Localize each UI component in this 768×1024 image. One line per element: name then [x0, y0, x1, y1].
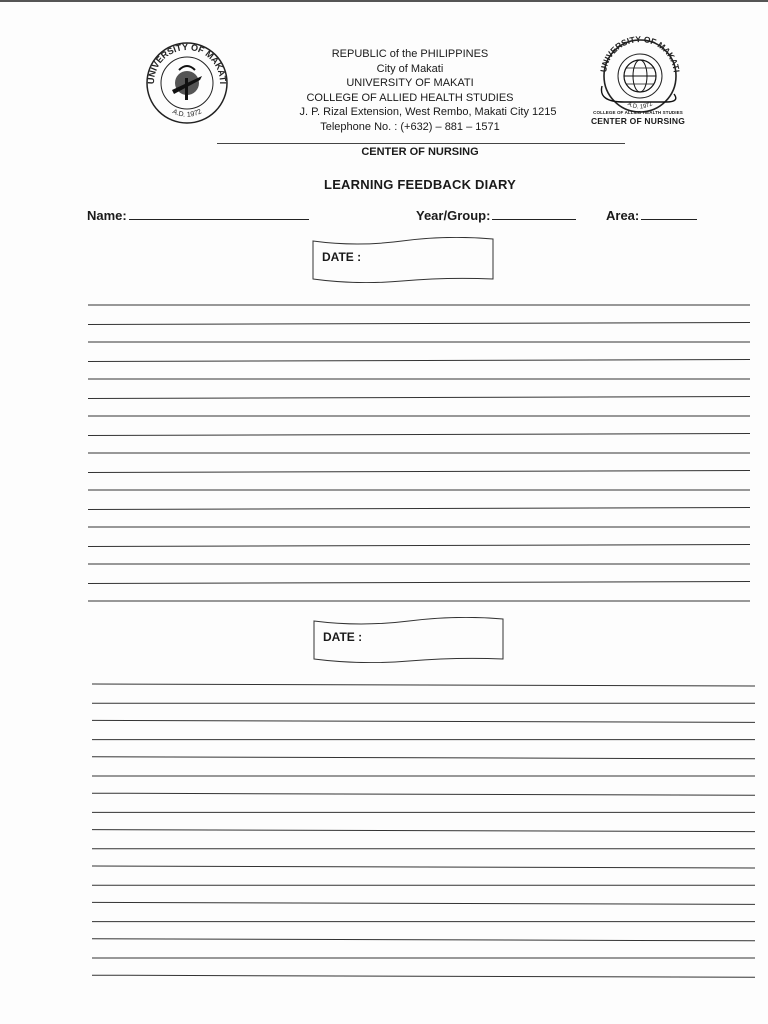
svg-text:UNIVERSITY OF MAKATI: UNIVERSITY OF MAKATI: [145, 41, 229, 85]
writing-line[interactable]: [92, 757, 755, 759]
writing-line[interactable]: [88, 360, 750, 362]
writing-line[interactable]: [92, 830, 755, 832]
writing-line[interactable]: [92, 684, 755, 686]
svg-text:UNIVERSITY OF MAKATI: UNIVERSITY OF MAKATI: [598, 36, 682, 74]
header-college: COLLEGE OF ALLIED HEALTH STUDIES: [306, 91, 514, 104]
writing-line[interactable]: [92, 939, 755, 941]
date-label-1: DATE :: [322, 250, 362, 264]
writing-line[interactable]: [88, 582, 750, 584]
area-label: Area:: [606, 208, 640, 223]
writing-line[interactable]: [88, 323, 750, 325]
header-university: UNIVERSITY OF MAKATI: [346, 77, 474, 90]
writing-line[interactable]: [88, 397, 750, 399]
header-address: J. P. Rizal Extension, West Rembo, Makati City 1215: [299, 106, 557, 119]
form-title: LEARNING FEEDBACK DIARY: [324, 177, 516, 192]
writing-line[interactable]: [92, 975, 755, 977]
header-telephone: Telephone No. : (+632) – 881 – 1571: [320, 120, 500, 133]
writing-line[interactable]: [92, 720, 755, 722]
center-of-nursing-title: CENTER OF NURSING: [361, 146, 479, 158]
date-label-2: DATE :: [323, 630, 363, 644]
writing-line[interactable]: [92, 866, 755, 868]
logo-caption-college: COLLEGE OF ALLIED HEALTH STUDIES: [593, 110, 683, 115]
writing-line[interactable]: [88, 471, 750, 473]
writing-line[interactable]: [88, 508, 750, 510]
writing-line[interactable]: [92, 902, 755, 904]
logo-caption-center: CENTER OF NURSING: [590, 116, 686, 126]
writing-line[interactable]: [88, 434, 750, 436]
writing-line[interactable]: [88, 545, 750, 547]
svg-text:A.D. 1972: A.D. 1972: [626, 101, 654, 111]
svg-text:A.D. 1972: A.D. 1972: [171, 108, 203, 119]
year-group-label: Year/Group:: [416, 208, 491, 223]
header-republic: REPUBLIC of the PHILIPPINES: [331, 48, 489, 60]
writing-line[interactable]: [92, 793, 755, 795]
name-label: Name:: [87, 208, 127, 223]
header-city: City of Makati: [376, 62, 444, 75]
